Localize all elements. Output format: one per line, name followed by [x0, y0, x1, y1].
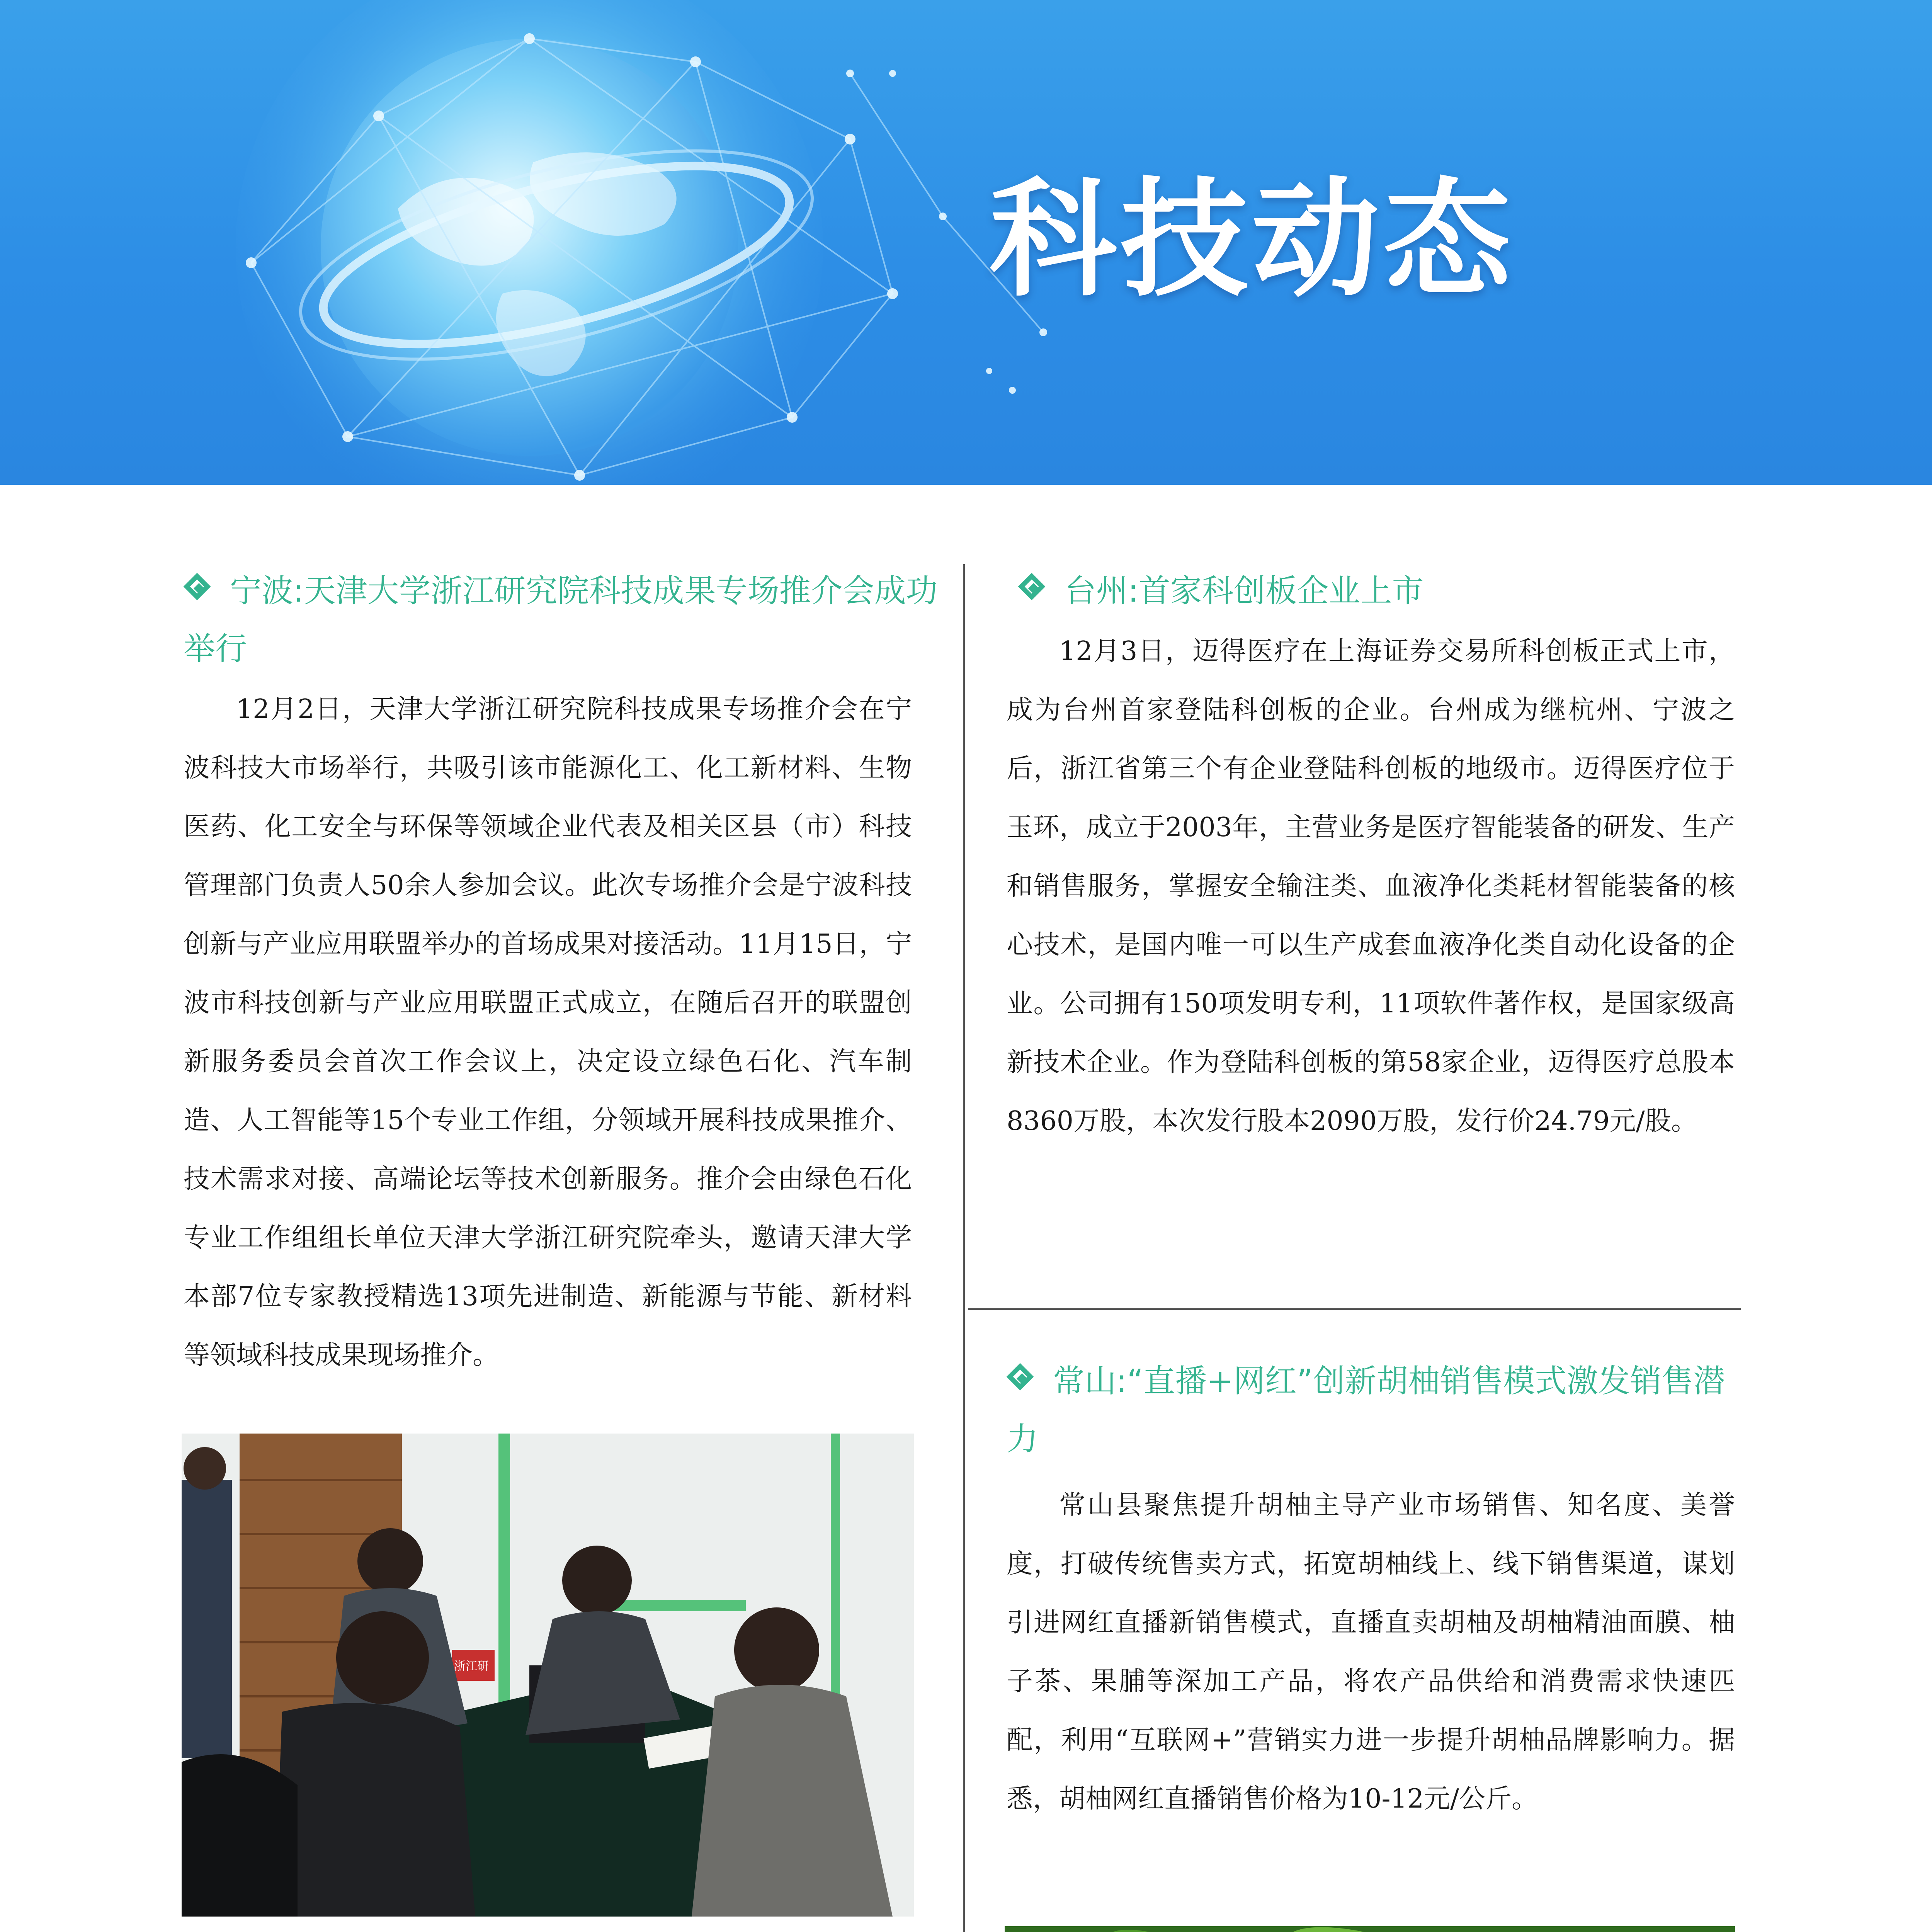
column-divider [963, 564, 965, 1932]
article-changshan-body: 常山县聚焦提升胡柚主导产业市场销售、知名度、美誉度，打破传统售卖方式，拓宽胡柚线上、线下销售渠道，谋划引进网红直播新销售模式，直播直卖胡柚及胡柚精油面膜、柚子茶、果脯等深加工产品，将农产品供给和消费需求快速匹配，利用“互联网+”营销实力进一步提升胡柚品牌影响力。据悉，胡柚网红直播销售价格为10-12元/公斤。 [1007, 1490, 1735, 1814]
globe-network-illustration [0, 0, 1932, 485]
diamond-bullet-icon [1018, 573, 1049, 604]
article-taizhou-body: 12月3日，迈得医疗在上海证券交易所科创板正式上市，成为台州首家登陆科创板的企业。台州成为继杭州、宁波之后，浙江省第三个有企业登陆科创板的地级市。迈得医疗位于玉环，成立于2003年，主营业务是医疗智能装备的研发、生产和销售服务，掌握安全输注类、血液净化类耗材智能装备的核心技术，是国内唯一可以生产成套血液净化类自动化设备的企业。公司拥有150项发明专利，11项软件著作权，是国家级高新技术企业。作为登陆科创板的第58家企业，迈得医疗总股本8360万股，本次发行股本2090万股，发行价24.79元/股。 [1007, 636, 1735, 1136]
article-ningbo-title: 宁波:天津大学浙江研究院科技成果专场推介会成功举行 [184, 573, 938, 667]
article-changshan-title: 常山:“直播+网红”创新胡柚销售模式激发销售潜力 [1007, 1363, 1725, 1458]
article-ningbo-body: 12月2日，天津大学浙江研究院科技成果专场推介会在宁波科技大市场举行，共吸引该市能源化工、化工新材料、生物医药、化工安全与环保等领域企业代表及相关区县（市）科技管理部门负责人50余人参加会议。此次专场推介会是宁波科技创新与产业应用联盟举办的首场成果对接活动。11月15日，宁波市科技创新与产业应用联盟正式成立，在随后召开的联盟创新服务委员会首次工作会议上，决定设立绿色石化、汽车制造、人工智能等15个专业工作组，分领域开展科技成果推介、技术需求对接、高端论坛等技术创新服务。推介会由绿色石化专业工作组组长单位天津大学浙江研究院牵头，邀请天津大学本部7位专家教授精选13项先进制造、新能源与节能、新材料等领域科技成果现场推介。 [184, 694, 912, 1371]
grapefruit-photo [1005, 1926, 1735, 1932]
diamond-bullet-icon [1007, 1363, 1037, 1394]
header-banner [0, 0, 1932, 485]
meeting-photo [182, 1434, 914, 1917]
article-taizhou-title: 台州:首家科创板企业上市 [1018, 562, 1752, 620]
diamond-bullet-icon [184, 573, 214, 604]
desk-sign-text: 浙江研 [454, 1660, 489, 1673]
section-title: 科技动态 [989, 165, 1515, 314]
divider-right [968, 1308, 1741, 1310]
